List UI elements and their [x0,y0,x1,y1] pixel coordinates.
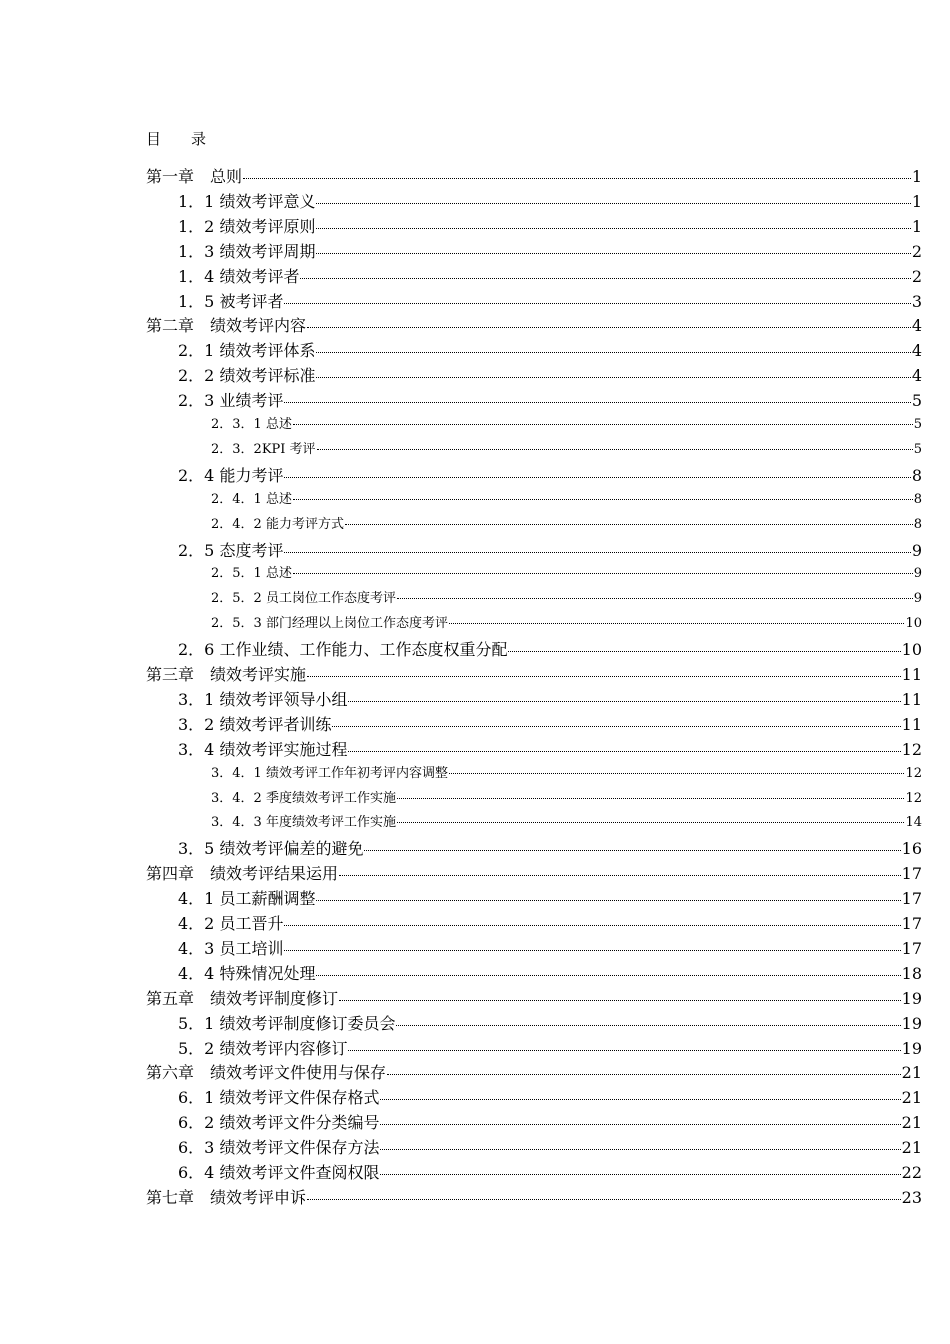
toc-entry-page-number: 3 [911,291,922,311]
toc-entry-page-number: 11 [901,689,922,709]
toc-entry[interactable] [0,164,922,187]
toc-entry-page-number: 8 [911,465,922,485]
toc-entry[interactable] [0,1185,922,1208]
toc-entry-title: 3．5 绩效考评偏差的避免 [178,839,364,859]
toc-entry[interactable] [0,214,922,237]
toc-entry-page-number: 1 [911,216,922,236]
toc-entry[interactable] [0,363,922,386]
toc-dot-leader [345,523,913,525]
toc-entry-title: 2．3 业绩考评 [178,391,284,411]
toc-entry-title: 2．4 能力考评 [178,465,284,485]
toc-dot-leader [380,1173,900,1175]
toc-entry-title: 3．1 绩效考评领导小组 [178,689,348,709]
toc-entry-title: 2．6 工作业绩、工作能力、工作态度权重分配 [178,640,508,660]
toc-entry-title: 1．1 绩效考评意义 [178,191,316,211]
toc-entry-title: 第二章 绩效考评内容 [146,316,307,336]
toc-dot-leader [284,924,900,926]
toc-entry[interactable] [0,1085,922,1108]
toc-entry-page-number: 9 [913,566,922,582]
toc-entry-title: 3．2 绩效考评者训练 [178,714,332,734]
toc-entry[interactable] [0,463,922,486]
toc-dot-leader [332,725,900,727]
toc-entry-title: 第六章 绩效考评文件使用与保存 [146,1063,387,1083]
toc-dot-leader [339,999,901,1001]
toc-entry-title: 第七章 绩效考评申诉 [146,1187,307,1207]
toc-entry-page-number: 5 [913,441,922,457]
toc-entry-title: 2．4．1 总述 [211,491,292,507]
toc-entry-title: 3．4 绩效考评实施过程 [178,739,348,759]
toc-entry-page-number: 4 [911,341,922,361]
toc-entry[interactable] [0,662,922,685]
toc-dot-leader [364,849,900,851]
toc-entry-page-number: 17 [901,889,922,909]
toc-dot-leader [284,476,910,478]
toc-dot-leader [307,675,901,677]
toc-entry-page-number: 18 [901,963,922,983]
toc-dot-leader [317,448,913,450]
toc-entry-page-number: 8 [913,491,922,507]
toc-entry-page-number: 21 [901,1113,922,1133]
toc-entry[interactable] [0,413,922,432]
toc-entry-page-number: 23 [901,1187,922,1207]
toc-entry-page-number: 19 [901,1038,922,1058]
toc-dot-leader [316,227,910,229]
toc-entry-title: 5．2 绩效考评内容修订 [178,1038,348,1058]
toc-entry[interactable] [0,762,922,781]
toc-dot-leader [348,700,900,702]
toc-entry[interactable] [0,1135,922,1158]
toc-entry[interactable] [0,811,922,830]
toc-dot-leader [397,597,913,599]
toc-entry[interactable] [0,513,922,532]
toc-entry-page-number: 19 [901,988,922,1008]
toc-dot-leader [449,772,905,774]
toc-dot-leader [284,949,900,951]
toc-entry[interactable] [0,637,922,660]
toc-heading: 目 录 [146,130,207,148]
toc-dot-leader [307,326,911,328]
toc-entry[interactable] [0,239,922,262]
toc-entry-page-number: 5 [913,417,922,432]
toc-dot-leader [387,1073,901,1075]
toc-entry-title: 6．2 绩效考评文件分类编号 [178,1113,380,1133]
toc-dot-leader [293,498,913,500]
toc-entry-title: 2．5．2 员工岗位工作态度考评 [211,591,396,607]
toc-dot-leader [316,351,910,353]
toc-entry[interactable] [0,687,922,710]
toc-dot-leader [508,650,900,652]
toc-entry-page-number: 1 [911,191,922,211]
toc-entry[interactable] [0,886,922,909]
toc-dot-leader [380,1098,900,1100]
toc-entry-title: 5．1 绩效考评制度修订委员会 [178,1013,396,1033]
toc-dot-leader [284,302,910,304]
toc-entry-page-number: 8 [913,516,922,532]
toc-entry-title: 2．2 绩效考评标准 [178,366,316,386]
toc-entry[interactable] [0,911,922,934]
toc-entry-page-number: 14 [905,815,922,831]
toc-entry-page-number: 2 [911,241,922,261]
toc-entry-page-number: 12 [905,790,922,806]
toc-entry[interactable] [0,538,922,561]
toc-dot-leader [307,1198,901,1200]
toc-entry-title: 第四章 绩效考评结果运用 [146,864,339,884]
toc-entry-title: 6．4 绩效考评文件查阅权限 [178,1163,380,1182]
toc-entry-page-number: 21 [901,1088,922,1108]
toc-dot-leader [380,1123,900,1125]
toc-entry-page-number: 17 [901,938,922,958]
toc-entry[interactable] [0,313,922,336]
toc-entry-page-number: 11 [901,665,922,684]
toc-entry[interactable] [0,1110,922,1133]
toc-dot-leader [284,401,910,403]
toc-entry[interactable] [0,612,922,631]
toc-entry-page-number: 2 [911,266,922,286]
toc-entry-title: 2．3．2KPI 考评 [211,441,316,457]
toc-entry[interactable] [0,787,922,806]
toc-dot-leader [293,572,913,574]
toc-dot-leader [348,750,900,752]
toc-entry[interactable] [0,961,922,984]
toc-entry-title: 1．5 被考评者 [178,291,284,311]
toc-entry-title: 2．5．3 部门经理以上岗位工作态度考评 [211,616,448,632]
toc-entry-title: 3．4．3 年度绩效考评工作实施 [211,815,396,831]
toc-entry-page-number: 9 [911,540,922,560]
toc-entry[interactable] [0,1060,922,1083]
toc-dot-leader [316,252,910,254]
toc-entry-title: 2．4．2 能力考评方式 [211,516,344,532]
toc-entry-page-number: 12 [905,765,922,781]
toc-entry[interactable] [0,1011,922,1034]
toc-dot-leader [397,797,905,799]
toc-entry[interactable] [0,936,922,959]
toc-entry-page-number: 21 [901,1063,922,1083]
toc-entry-title: 4．4 特殊情况处理 [178,963,316,983]
toc-entry-page-number: 10 [901,640,922,660]
toc-entry-title: 4．2 员工晋升 [178,914,284,933]
toc-entry-title: 6．3 绩效考评文件保存方法 [178,1138,380,1158]
toc-dot-leader [293,423,913,425]
toc-entry-page-number: 21 [901,1138,922,1158]
toc-dot-leader [316,899,900,901]
toc-entry-page-number: 4 [911,366,922,386]
toc-entry-title: 1．2 绩效考评原则 [178,216,316,236]
toc-entry[interactable] [0,388,922,411]
toc-entry[interactable] [0,289,922,312]
toc-entry[interactable] [0,438,922,457]
toc-dot-leader [284,551,910,553]
toc-entry-title: 第三章 绩效考评实施 [146,665,307,684]
toc-entry[interactable] [0,264,922,287]
toc-entry[interactable] [0,1160,922,1183]
toc-dot-leader [397,821,905,823]
toc-entry[interactable] [0,562,922,581]
toc-dot-leader [348,1049,900,1051]
toc-entry-page-number: 11 [901,714,922,734]
toc-entry-title: 2．3．1 总述 [211,417,292,432]
toc-entry-title: 2．5．1 总述 [211,566,292,582]
toc-entry[interactable] [0,737,922,760]
toc-entry-page-number: 12 [901,739,922,759]
toc-entry-title: 2．5 态度考评 [178,540,284,560]
toc-dot-leader [316,202,910,204]
toc-entry[interactable] [0,488,922,507]
toc-dot-leader [243,177,911,179]
toc-entry[interactable] [0,861,922,884]
toc-entry[interactable] [0,587,922,606]
toc-entry-title: 3．4．2 季度绩效考评工作实施 [211,790,396,806]
toc-entry-page-number: 10 [905,616,922,632]
toc-entry[interactable] [0,1036,922,1059]
toc-dot-leader [300,277,910,279]
toc-entry[interactable] [0,338,922,361]
toc-entry-page-number: 22 [901,1163,922,1182]
toc-entry-title: 3．4．1 绩效考评工作年初考评内容调整 [211,765,448,781]
toc-entry-page-number: 1 [911,167,922,186]
toc-entry-page-number: 9 [913,591,922,607]
toc-entry-title: 1．4 绩效考评者 [178,266,300,286]
toc-dot-leader [316,974,900,976]
toc-entry-page-number: 5 [911,391,922,411]
toc-dot-leader [339,874,901,876]
toc-dot-leader [396,1024,900,1026]
toc-entry-title: 4．1 员工薪酬调整 [178,889,316,909]
toc-entry-title: 1．3 绩效考评周期 [178,241,316,261]
toc-dot-leader [316,376,910,378]
toc-dot-leader [380,1148,900,1150]
toc-entry-title: 第五章 绩效考评制度修订 [146,988,339,1008]
toc-entry-title: 第一章 总则 [146,167,243,186]
toc-entry[interactable] [0,712,922,735]
toc-entry[interactable] [0,189,922,212]
toc-entry-page-number: 4 [911,316,922,336]
toc-entry-title: 2．1 绩效考评体系 [178,341,316,361]
toc-entry-page-number: 19 [901,1013,922,1033]
toc-entry-page-number: 17 [901,914,922,933]
toc-entry[interactable] [0,986,922,1009]
toc-entry-title: 4．3 员工培训 [178,938,284,958]
toc-entry[interactable] [0,836,922,859]
toc-entry-page-number: 17 [901,864,922,884]
toc-entry-page-number: 16 [901,839,922,859]
toc-dot-leader [449,622,905,624]
toc-entry-title: 6．1 绩效考评文件保存格式 [178,1088,380,1108]
